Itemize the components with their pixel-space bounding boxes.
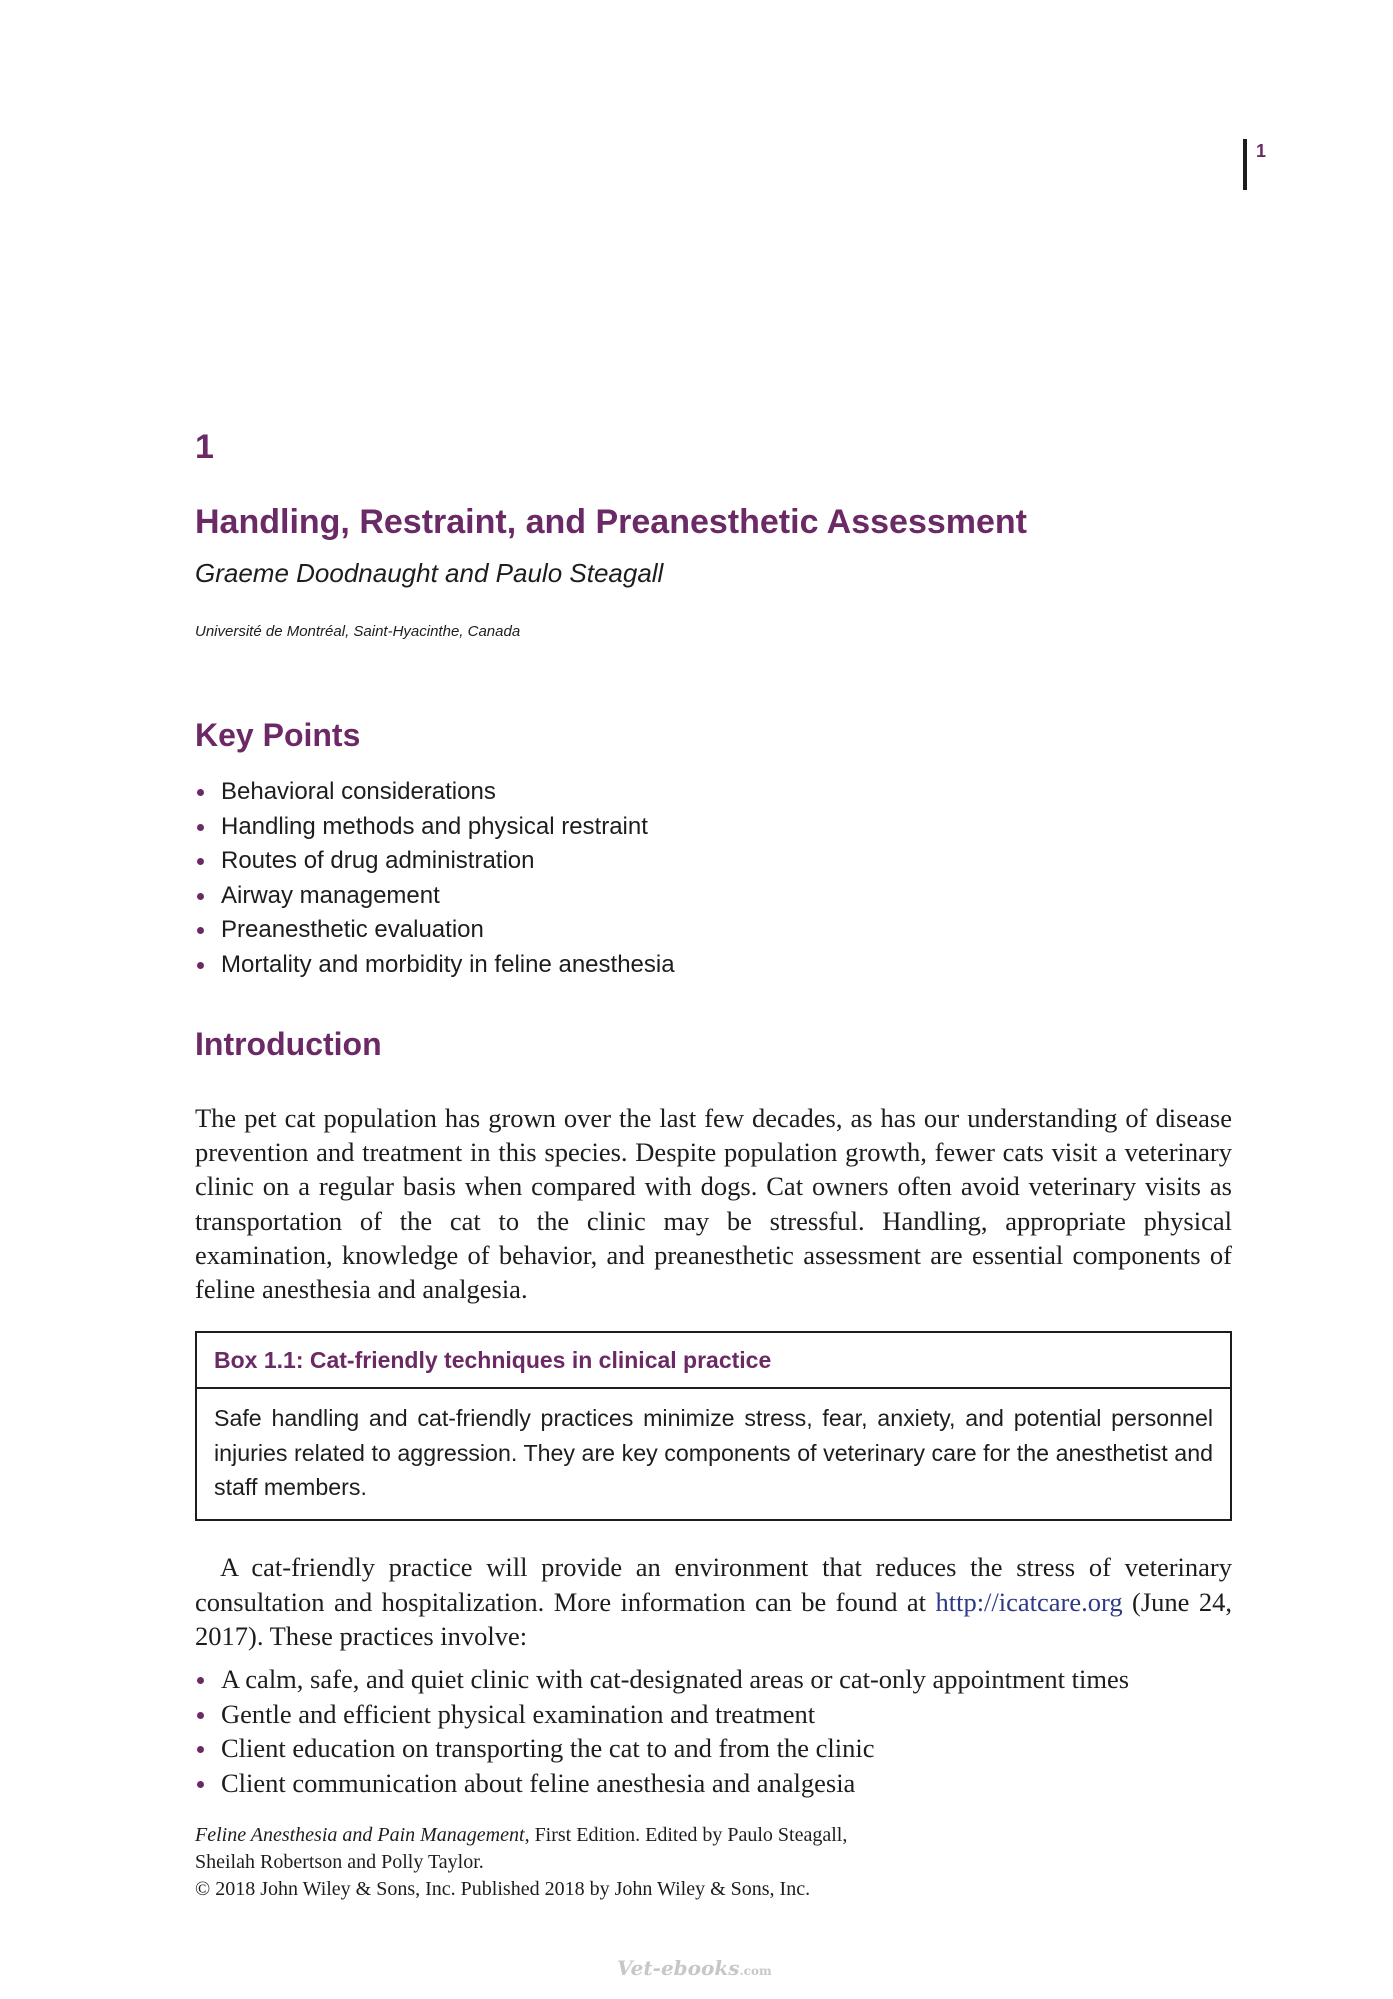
watermark-logo: Vet-ebooks.com (617, 1956, 772, 1980)
icatcare-link[interactable]: http://icatcare.org (935, 1586, 1123, 1617)
cat-friendly-item: Client education on transporting the cat to and from the clinic (195, 1731, 1129, 1766)
box-body: Safe handling and cat-friendly practices minimize stress, fear, anxiety, and potential personnel injuries related to aggression. They are key components of veterinary care for the anesthetist and staff members. (214, 1405, 1213, 1500)
box-1-1 (195, 1331, 1232, 1521)
cat-friendly-item: A calm, safe, and quiet clinic with cat-designated areas or cat-only appointment times (195, 1662, 1129, 1697)
box-title: Box 1.1: Cat-friendly techniques in clinical practice (197, 1333, 1230, 1389)
key-point-item: Routes of drug administration (195, 844, 675, 879)
page-number-rule (1243, 139, 1247, 190)
key-point-item: Behavioral considerations (195, 775, 675, 810)
cat-friendly-paragraph (195, 1550, 1232, 1654)
cat-friendly-item: Gentle and efficient physical examination and treatment (195, 1697, 1129, 1732)
chapter-title: Handling, Restraint, and Preanesthetic Assessment (195, 503, 1027, 541)
cat-friendly-list (195, 1662, 1129, 1800)
introduction-paragraph: The pet cat population has grown over the last few decades, as has our understanding of disease prevention and treatment in this species. Despite population growth, fewer cats visit a veterinary clinic on a regular basis when compared with dogs. Cat owners often avoid veterinary visits as transportation of the cat to the clinic may be stressful. Handling, appropriate physical examination, knowledge of behavior, and preanesthetic assessment are essential components of feline anesthesia and analgesia. (195, 1103, 1232, 1305)
chapter-number: 1 (195, 428, 214, 466)
book-citation (195, 1822, 847, 1903)
introduction-heading: Introduction (195, 1026, 382, 1062)
key-points-list (195, 775, 675, 982)
key-point-item: Mortality and morbidity in feline anesthesia (195, 948, 675, 983)
key-point-item: Preanesthetic evaluation (195, 913, 675, 948)
author-affiliation: Université de Montréal, Saint-Hyacinthe, Canada (195, 623, 521, 640)
cat-friendly-item: Client communication about feline anesthesia and analgesia (195, 1766, 1129, 1801)
chapter-authors: Graeme Doodnaught and Paulo Steagall (195, 558, 664, 588)
cat-friendly-text-before: A cat-friendly practice will provide an environment that reduces the stress of veterinary consultation and hospitalization. More information can be found at (195, 1552, 1232, 1617)
citation-line-1: Feline Anesthesia and Pain Management, First Edition. Edited by Paulo Steagall, (195, 1824, 848, 1846)
key-point-item: Airway management (195, 879, 675, 914)
book-title: Feline Anesthesia and Pain Management (195, 1824, 525, 1846)
page-number: 1 (1256, 141, 1267, 161)
citation-copyright: © 2018 John Wiley & Sons, Inc. Published 2018 by John Wiley & Sons, Inc. (195, 1878, 811, 1900)
citation-line-2: Sheilah Robertson and Polly Taylor. (195, 1851, 484, 1873)
key-points-heading: Key Points (195, 717, 361, 753)
key-point-item: Handling methods and physical restraint (195, 810, 675, 845)
cat-friendly-text-after: (June 24, 2017). These practices involve: (195, 1586, 1232, 1651)
